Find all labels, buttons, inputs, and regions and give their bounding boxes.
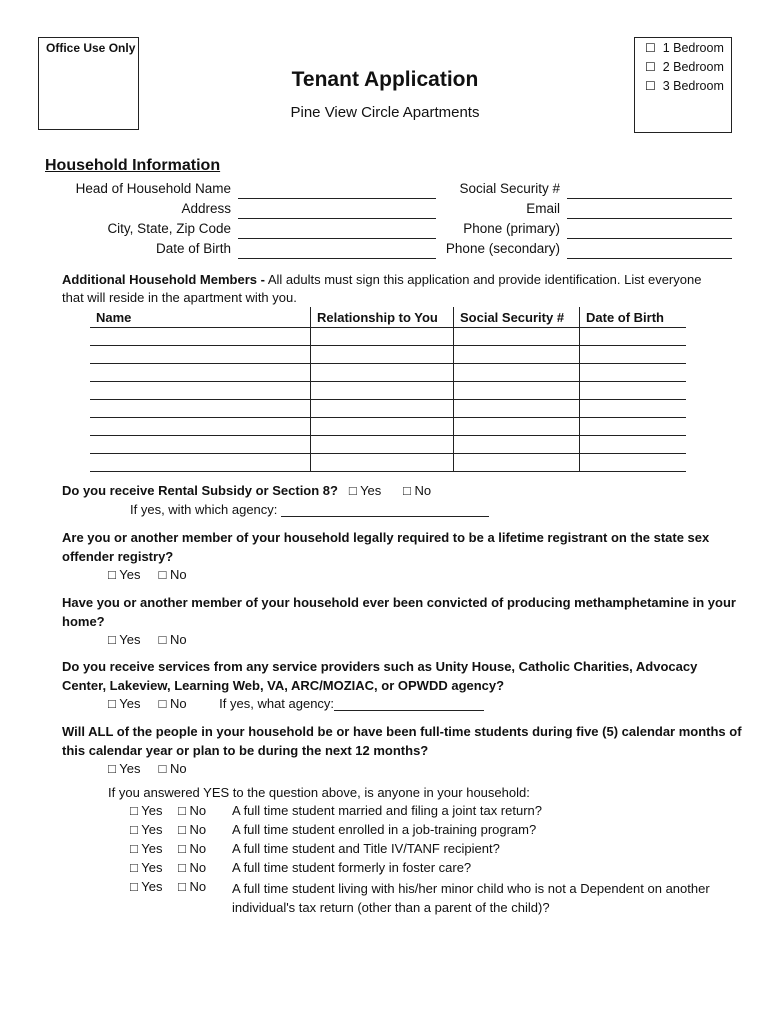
question-methamphetamine: Have you or another member of your household ever been convicted of producing methamphetamine in your home? [62,595,736,629]
student-item-text: A full time student and Title IV/TANF recipient? [232,841,500,856]
service-agency-field[interactable] [334,696,484,711]
email-field[interactable] [567,218,732,219]
no-label: No [189,860,207,875]
yes-label: Yes [119,567,141,582]
checkbox-icon[interactable]: □ [178,822,186,837]
student-item-text: A full time student formerly in foster care? [232,860,472,875]
student-item-no [178,879,206,894]
service-providers-options [108,696,484,711]
student-item-text: A full time student enrolled in a job-training program? [232,822,537,837]
no-label: No [170,696,187,711]
column-header-name: Name [90,307,311,328]
question-full-time-students: Will ALL of the people in your household be or have been full-time students during five (5) calendar months of this calendar year or plan to be during the next 12 months? [62,724,742,758]
bedroom-option-label: 1 Bedroom [662,41,724,55]
question-sex-offender: Are you or another member of your household legally required to be a lifetime registrant on the state sex offender registry? [62,530,710,564]
checkbox-icon[interactable]: □ [178,860,186,875]
phone-secondary-label: Phone (secondary) [445,241,560,256]
followup-intro: If you answered YES to the question above, is anyone in your household: [108,785,530,800]
subsidy-agency-field[interactable] [281,502,489,517]
date-of-birth-field[interactable] [238,258,436,259]
checkbox-icon[interactable]: ☐ [645,60,656,74]
student-item-row [130,860,162,875]
ssn-field[interactable] [567,198,732,199]
no-label: No [189,822,207,837]
no-label: No [170,632,187,647]
student-item-row [130,822,162,837]
table-row[interactable] [90,454,686,472]
page-title: Tenant Application [291,68,479,91]
question-subsidy [62,483,431,498]
checkbox-icon[interactable]: □ [108,567,116,582]
phone-primary-label: Phone (primary) [463,221,560,236]
checkbox-icon[interactable]: □ [130,860,138,875]
table-row[interactable] [90,382,686,400]
phone-secondary-field[interactable] [567,258,732,259]
column-header-relationship: Relationship to You [311,307,454,328]
members-intro-text: All adults must sign this application and provide identification. List everyone that will reside in the apartment with you. [62,272,702,305]
table-row[interactable] [90,436,686,454]
email-label: Email [526,201,560,216]
student-item-row [130,879,162,894]
checkbox-icon[interactable]: □ [108,632,116,647]
checkbox-icon[interactable]: □ [158,567,167,582]
checkbox-icon[interactable]: □ [130,803,138,818]
bedroom-option-1[interactable] [645,41,724,55]
bedroom-option-label: 3 Bedroom [662,79,724,93]
checkbox-icon[interactable]: □ [178,879,186,894]
no-label: No [170,567,187,582]
table-row[interactable] [90,364,686,382]
page-subtitle: Pine View Circle Apartments [290,104,480,121]
no-label: No [189,841,207,856]
address-label: Address [181,201,231,216]
office-use-label: Office Use Only [46,41,136,55]
head-of-household-field[interactable] [238,198,436,199]
checkbox-icon[interactable]: □ [130,879,138,894]
student-item-no [178,860,206,875]
table-row[interactable] [90,346,686,364]
head-of-household-label: Head of Household Name [75,181,231,196]
checkbox-icon[interactable]: □ [158,632,167,647]
student-item-text: A full time student married and filing a joint tax return? [232,803,542,818]
city-state-zip-label: City, State, Zip Code [107,221,231,236]
household-heading: Household Information [45,157,221,174]
student-item-no [178,822,206,837]
ssn-label: Social Security # [459,181,560,196]
yes-label: Yes [141,879,163,894]
members-table-header [90,307,686,328]
service-agency-label: If yes, what agency: [219,696,335,711]
student-item-row [130,803,162,818]
student-item-text: A full time student living with his/her minor child who is not a Dependent on another individual's tax return (other than a parent of the child)? [232,881,710,915]
yes-label: Yes [141,822,163,837]
city-state-zip-field[interactable] [238,238,436,239]
full-time-students-options [108,761,187,776]
subsidy-followup-label: If yes, with which agency: [130,502,278,517]
checkbox-icon[interactable]: □ [402,483,411,498]
checkbox-icon[interactable]: □ [108,696,116,711]
no-label: No [189,803,207,818]
yes-label: Yes [141,803,163,818]
checkbox-icon[interactable]: □ [158,696,167,711]
table-row[interactable] [90,400,686,418]
question-service-providers: Do you receive services from any service providers such as Unity House, Catholic Charities, Advocacy Center, Lakeview, Learning Web, VA, ARC/MOZIAC, or OPWDD agency? [62,659,698,693]
no-label: No [189,879,207,894]
bedroom-option-label: 2 Bedroom [662,60,724,74]
no-label: No [414,483,432,498]
members-intro [62,271,712,307]
yes-label: Yes [141,841,163,856]
column-header-ssn: Social Security # [454,307,580,328]
address-field[interactable] [238,218,436,219]
checkbox-icon[interactable]: ☐ [645,79,656,93]
sex-offender-options [108,567,187,582]
yes-label: Yes [360,483,382,498]
checkbox-icon[interactable]: □ [108,761,116,776]
table-row[interactable] [90,328,686,346]
student-item-no [178,803,206,818]
checkbox-icon[interactable]: □ [130,822,138,837]
methamphetamine-options [108,632,187,647]
student-item-no [178,841,206,856]
checkbox-icon[interactable]: □ [178,841,186,856]
checkbox-icon[interactable]: ☐ [645,41,656,55]
table-row[interactable] [90,418,686,436]
yes-label: Yes [119,696,141,711]
phone-primary-field[interactable] [567,238,732,239]
yes-label: Yes [119,761,141,776]
checkbox-icon[interactable]: □ [158,761,167,776]
members-intro-heading: Additional Household Members - [62,272,265,287]
checkbox-icon[interactable]: □ [348,483,357,498]
yes-label: Yes [141,860,163,875]
subsidy-followup [130,502,489,517]
date-of-birth-label: Date of Birth [155,241,231,256]
checkbox-icon[interactable]: □ [130,841,138,856]
members-table [90,307,686,472]
no-label: No [170,761,187,776]
student-item-row [130,841,162,856]
yes-label: Yes [119,632,141,647]
checkbox-icon[interactable]: □ [178,803,186,818]
question-subsidy-text: Do you receive Rental Subsidy or Section 8? [62,483,338,498]
column-header-dob: Date of Birth [580,307,687,328]
